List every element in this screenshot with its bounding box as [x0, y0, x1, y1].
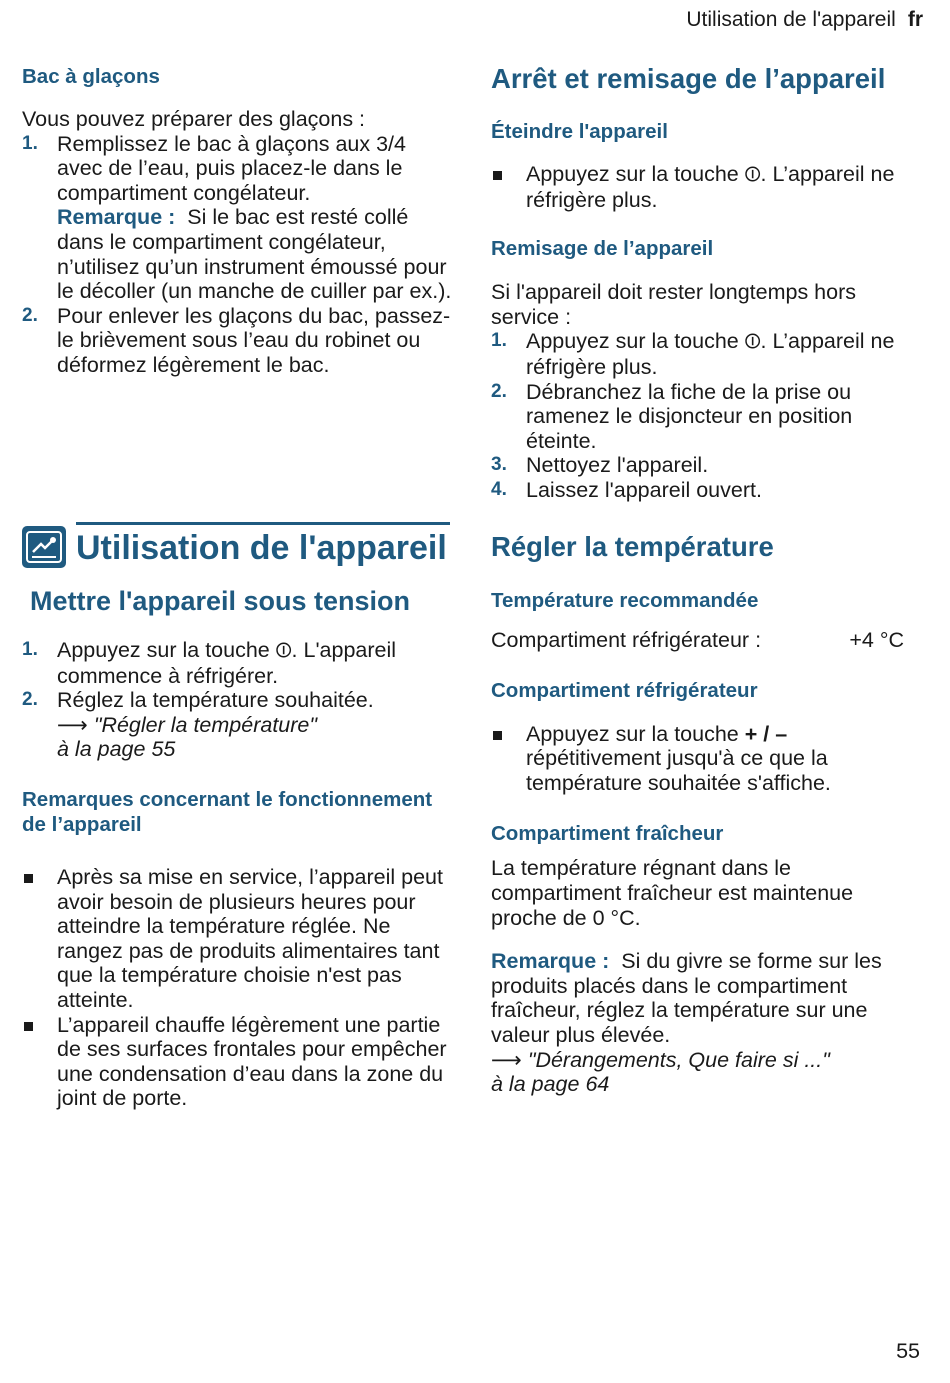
list-item: [491, 453, 921, 478]
bullet-text: Après sa mise en service, l’appareil peut avoir besoin de plusieurs heures pour atteindre la température réglée. Ne rangez pas de produits alimentaires tant que la température choisie n'est pas atteinte.: [57, 865, 443, 1012]
heading-eteindre: Éteindre l'appareil: [491, 120, 668, 143]
heading-compartiment-fraicheur: Compartiment fraîcheur: [491, 822, 724, 846]
cross-reference-page: à la page 55: [57, 737, 176, 762]
step-number: 4.: [491, 478, 507, 500]
power-icon: ⏼: [275, 640, 292, 662]
section-mettre-sous-tension: [22, 585, 452, 762]
recommended-temperature-row: [491, 628, 904, 653]
list-item: [491, 722, 921, 796]
heading-remarques: Remarques concernant le fonctionnement de l’appareil: [22, 788, 433, 836]
step-text: Remplissez le bac à glaçons aux 3/4 avec de l’eau, puis placez-le dans le compartiment congélateur.: [57, 131, 406, 205]
bullet-square-icon: [493, 731, 502, 740]
heading-arret-remisage: Arrêt et remisage de l’appareil: [491, 63, 886, 94]
note-label: Remarque :: [57, 205, 176, 230]
step-text: Pour enlever les glaçons du bac, passez-le brièvement sous l’eau du robinet ou déformez légèrement le bac.: [57, 303, 451, 377]
step-number: 1.: [491, 330, 507, 352]
bullet-square-icon: [24, 1022, 33, 1031]
bullet-square-icon: [24, 874, 33, 883]
section-regler-temperature: [491, 531, 921, 1097]
fraicheur-note: [491, 949, 921, 1097]
step-text: Débranchez la fiche de la prise ou ramenez le disjoncteur en position éteinte.: [526, 379, 853, 453]
bullet-text: L’appareil chauffe légèrement une partie de ses surfaces frontales pour empêcher une condensation d’eau dans la zone du joint de porte.: [57, 1012, 447, 1111]
list-item: [491, 380, 921, 454]
section-arret-remisage: [491, 63, 921, 503]
step-number: 2.: [491, 380, 507, 402]
page-number: 55: [896, 1339, 920, 1363]
section-bac-a-glacons: [22, 64, 452, 378]
list-item: [22, 638, 452, 688]
arrow-icon: ⟶: [491, 1047, 522, 1072]
cross-reference-link[interactable]: "Dérangements, Que faire si ...": [527, 1047, 830, 1072]
section-remarques-fonctionnement: [22, 787, 452, 1111]
heading-compartiment-refrigerateur: Compartiment réfrigérateur: [491, 678, 758, 702]
list-item: [22, 865, 452, 1013]
bac-intro: Vous pouvez préparer des glaçons :: [22, 107, 366, 131]
bullet-text: Appuyez sur la touche: [526, 162, 745, 186]
chapter-rule: [76, 522, 450, 525]
appliance-usage-icon: [22, 526, 66, 568]
note-text: Si du givre se forme sur les produits placés dans le compartiment fraîcheur, réglez la température sur une valeur plus élevée.: [491, 949, 882, 1047]
temperature-label: Compartiment réfrigérateur :: [491, 628, 762, 652]
list-item: [22, 132, 452, 304]
note-label: Remarque :: [491, 949, 610, 974]
step-text: Appuyez sur la touche: [57, 638, 276, 662]
bullet-text: Appuyez sur la touche: [526, 721, 745, 746]
step-number: 1.: [22, 639, 38, 660]
temperature-value: +4 °C: [849, 628, 904, 652]
step-number: 3.: [491, 454, 507, 476]
list-item: [491, 478, 921, 503]
plus-minus-keys: + / –: [744, 721, 788, 746]
list-item: [491, 162, 921, 212]
header-language: fr: [907, 8, 923, 31]
step-text: Réglez la température souhaitée.: [57, 688, 374, 713]
cross-reference-page: à la page 64: [491, 1072, 610, 1097]
step-text-continued: . L'appareil commence à réfrigérer.: [57, 638, 397, 688]
step-text: Appuyez sur la touche: [526, 329, 745, 354]
list-item: [22, 1013, 452, 1111]
fraicheur-text: La température régnant dans le compartiment fraîcheur est maintenue proche de 0 °C.: [491, 856, 854, 930]
power-icon: ⏼: [744, 331, 761, 354]
chapter-title: Utilisation de l'appareil: [76, 529, 447, 567]
heading-temperature-recommandee: Température recommandée: [491, 589, 759, 612]
cross-reference-link[interactable]: "Régler la température": [93, 712, 318, 737]
step-text-continued: . L’appareil ne réfrigère plus.: [526, 329, 895, 379]
running-header: [686, 8, 923, 32]
heading-bac-a-glacons: Bac à glaçons: [22, 65, 160, 88]
power-icon: ⏼: [744, 164, 761, 186]
bullet-text-continued: répétitivement jusqu'à ce que la température souhaitée s'affiche.: [526, 746, 831, 795]
header-section-title: Utilisation de l'appareil: [686, 8, 896, 31]
note-text: Si le bac est resté collé dans le compartiment congélateur, n’utilisez qu’un instrument émoussé pour le décoller (un manche de cuiller par ex.).: [57, 205, 452, 304]
step-number: 2.: [22, 304, 38, 326]
bullet-text-continued: . L’appareil ne réfrigère plus.: [526, 162, 895, 212]
heading-remisage: Remisage de l’appareil: [491, 237, 714, 261]
step-number: 1.: [22, 132, 38, 154]
bullet-square-icon: [493, 171, 502, 180]
heading-mettre-sous-tension: Mettre l'appareil sous tension: [30, 586, 411, 616]
arrow-icon: ⟶: [57, 712, 88, 737]
remisage-intro: Si l'appareil doit rester longtemps hors service :: [491, 280, 857, 329]
step-text: Laissez l'appareil ouvert.: [526, 477, 762, 502]
list-item: [22, 688, 452, 762]
step-text: Nettoyez l'appareil.: [526, 453, 709, 478]
step-number: 2.: [22, 689, 38, 711]
heading-regler-temperature: Régler la température: [491, 531, 774, 562]
list-item: [22, 304, 452, 378]
list-item: [491, 329, 921, 379]
